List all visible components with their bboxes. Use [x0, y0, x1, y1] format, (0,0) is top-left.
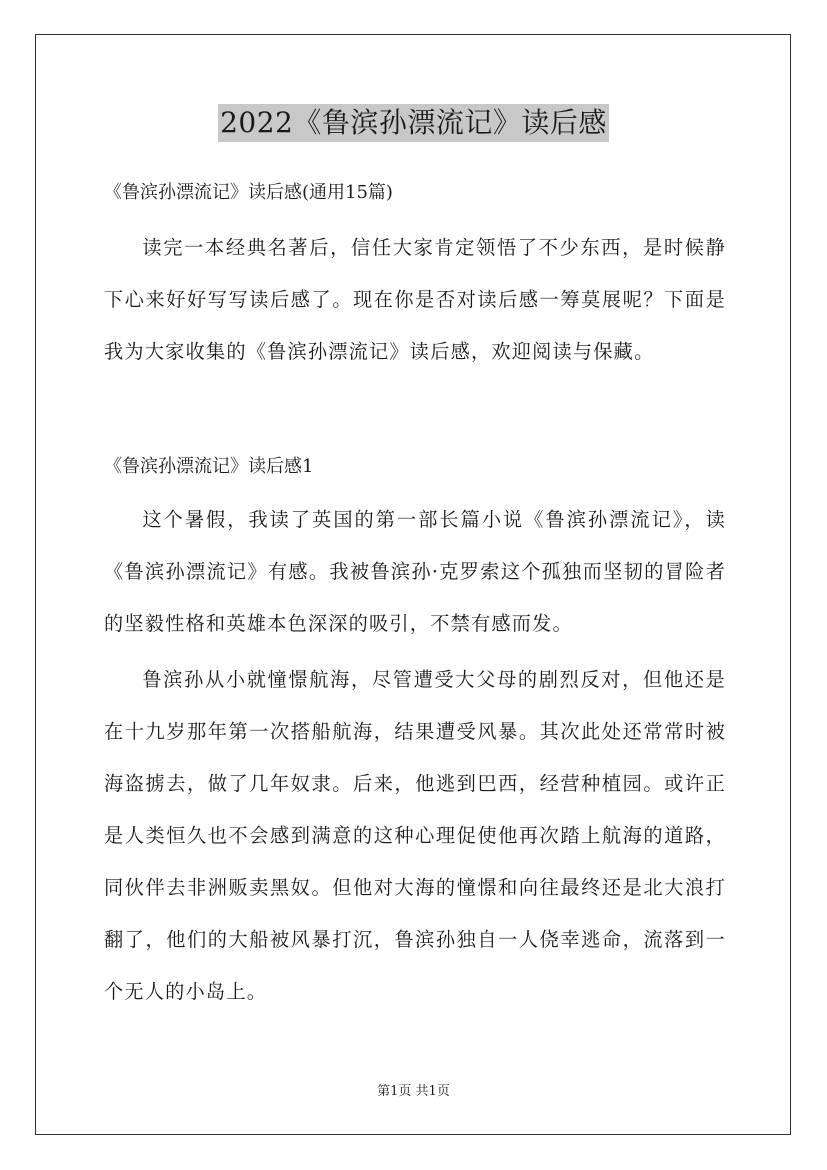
section1-paragraph-1: 这个暑假，我读了英国的第一部长篇小说《鲁滨孙漂流记》，读《鲁滨孙漂流记》有感。我被鲁滨孙·克罗索这个孤独而坚韧的冒险者的坚毅性格和英雄本色深深的吸引，不禁有感而发。 — [104, 508, 726, 635]
intro-paragraph: 读完一本经典名著后，信任大家肯定领悟了不少东西，是时候静下心来好好写写读后感了。现在你是否对读后感一筹莫展呢？下面是我为大家收集的《鲁滨孙漂流记》读后感，欢迎阅读与保藏。 — [104, 236, 726, 363]
section1-paragraph-2: 鲁滨孙从小就憧憬航海，尽管遭受大父母的剧烈反对，但他还是在十九岁那年第一次搭船航海，结果遭受风暴。其次此处还常常时被海盗掳去，做了几年奴隶。后来，他逃到巴西，经营种植园。或许正是人类恒久也不会感到满意的这种心理促使他再次踏上航海的道路，同伙伴去非洲贩卖黑奴。但他对大海的憧憬和向往最终还是北大浪打翻了，他们的大船被风暴打沉，鲁滨孙独自一人侥幸逃命，流落到一个无人的小岛上。 — [104, 668, 726, 1003]
document-title: 2022《鲁滨孙漂流记》读后感 — [218, 104, 609, 142]
document-subtitle: 《鲁滨孙漂流记》读后感(通用15篇) — [104, 182, 393, 203]
document-title-container — [0, 104, 827, 142]
page-footer: 第1页 共1页 — [377, 1084, 450, 1099]
section-heading-1: 《鲁滨孙漂流记》读后感1 — [104, 456, 314, 477]
